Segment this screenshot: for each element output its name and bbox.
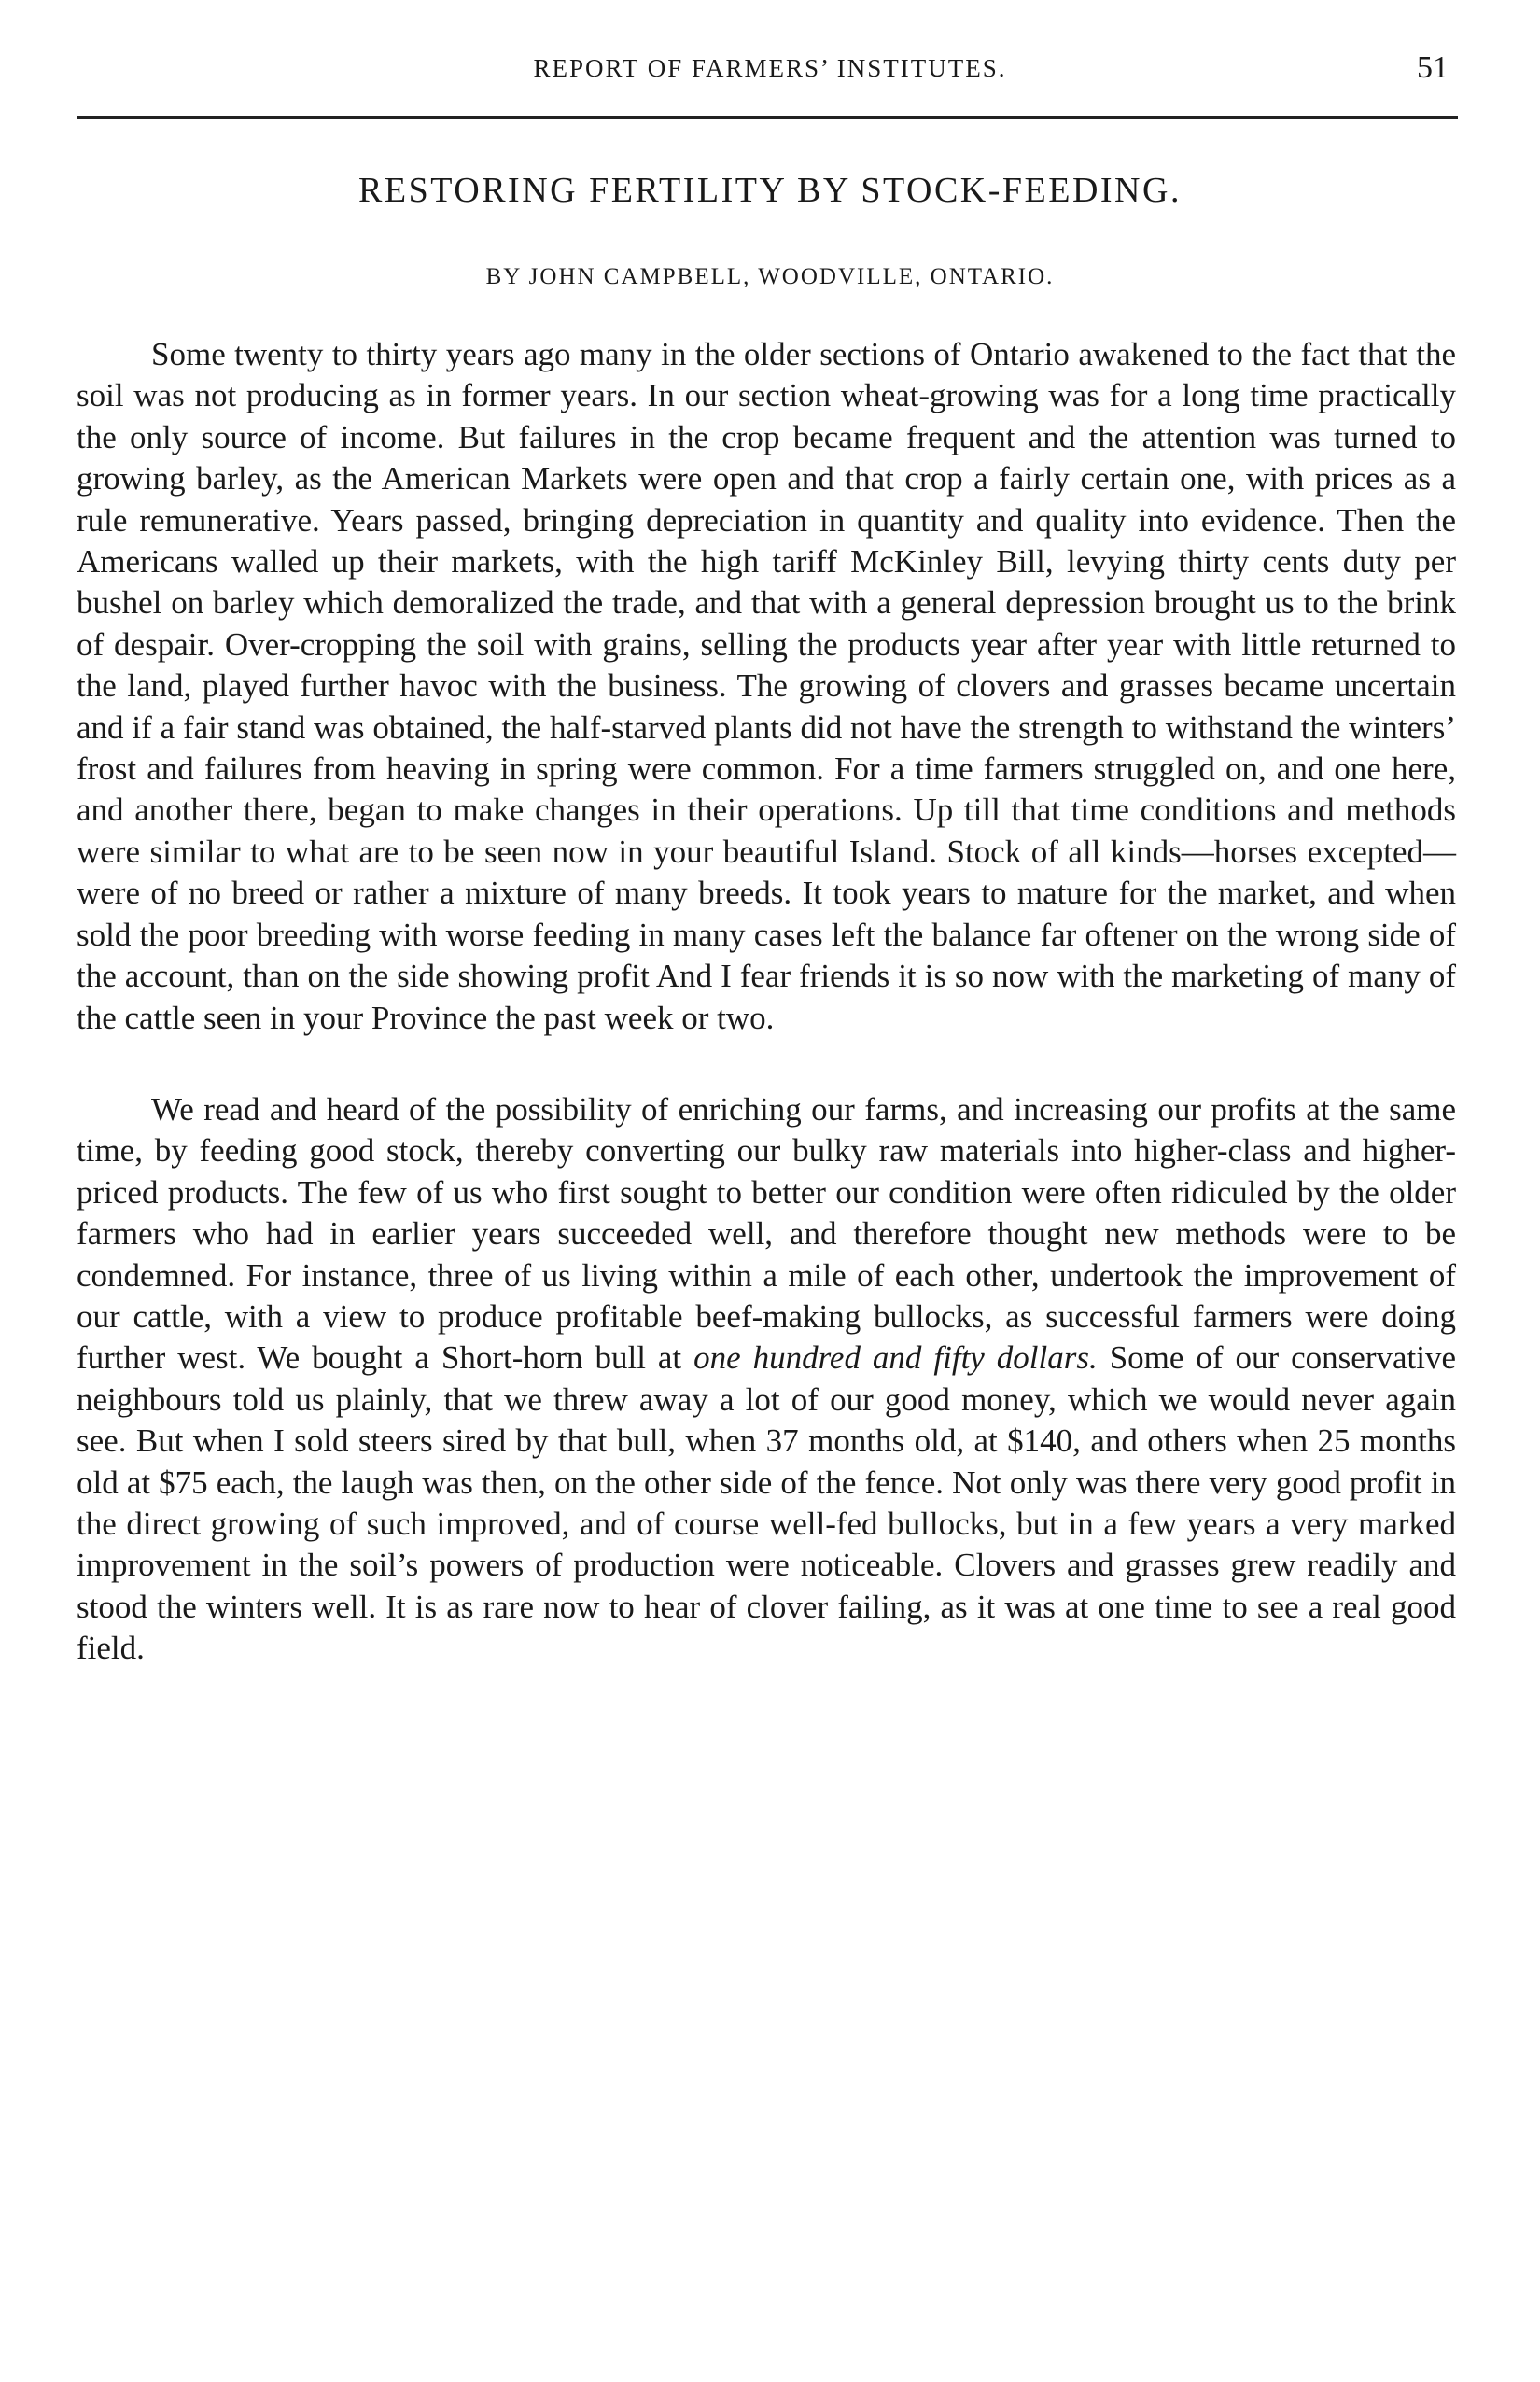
paragraph-1-text: Some twenty to thirty years ago many in the older sections of Ontario awakened to the fact that the soil was not producing as in former years. In our section wheat-growing was for a long time practically the only source of income. But failures in the crop became frequent and the attention was turned to growing barley, as the American Markets were open and that crop a fairly certain one, with prices as a rule remunerative. Years passed, bringing depreciation in quantity and quality into evidence. Then the Americans walled up their markets, with the high tariff McKinley Bill, levying thirty cents duty per bushel on barley which demoralized the trade, and that with a general depression brought us to the brink of despair. Over-cropping the soil with grains, selling the products year after year with little returned to the land, played further havoc with the business. The growing of clovers and grasses became uncertain and if a fair stand was obtained, the half-starved plants did not have the strength to withstand the winters’ frost and failures from heaving in spring were common. For a time farmers struggled on, and one here, and another there, began to make changes in their operations. Up till that time conditions and methods were similar to what are to be seen now in your beautiful Island. Stock of all kinds—horses excepted—were of no breed or rather a mixture of many breeds. It took years to mature for the market, and when sold the poor breeding with worse feeding in many cases left the balance far oftener on the wrong side of the account, than on the side showing profit And I fear friends it is so now with the marketing of many of the cattle seen in your Province the past week or two. xyxy=(77,336,1456,1036)
paragraph-2-text-before-italic: We read and heard of the possibility of enriching our farms, and increasing our profits at the same time, by feeding good stock, thereby converting our bulky raw materials into higher-class and higher-priced products. The few of us who first sought to better our condition were often ridiculed by the older farmers who had in earlier years succeeded well, and therefore thought new methods were to be condemned. For instance, three of us living within a mile of each other, undertook the improvement of our cattle, with a view to produce profitable beef-making bullocks, as successful farmers were doing further west. We bought a Short-horn bull at xyxy=(77,1090,1456,1377)
page-number: 51 xyxy=(1417,50,1449,85)
article-title: RESTORING FERTILITY BY STOCK-FEEDING. xyxy=(358,171,1182,210)
paragraph-2 xyxy=(77,1089,1456,1670)
article-body xyxy=(77,334,1456,1670)
running-title: REPORT OF FARMERS’ INSTITUTES. xyxy=(533,54,1007,82)
paragraph-2-italic-price: one hundred and fifty dollars. xyxy=(693,1339,1098,1377)
paragraph-1 xyxy=(77,334,1456,1039)
article-byline: BY JOHN CAMPBELL, WOODVILLE, ONTARIO. xyxy=(485,264,1055,289)
paragraph-2-text-after-italic: Some of our conservative neighbours told us plainly, that we threw away a lot of our good money, which we would never again see. But when I sold steers sired by that bull, when 37 months old, at $140, and others when 25 months old at $75 each, the laugh was then, on the other side of the fence. Not only was there very good profit in the direct growing of such improved, and of course well-fed bullocks, but in a few years a very marked improvement in the soil’s powers of production were noticeable. Clovers and grasses grew readily and stood the winters well. It is as rare now to hear of clover failing, as it was at one time to see a real good field. xyxy=(77,1339,1456,1667)
header-rule xyxy=(77,116,1458,119)
running-header xyxy=(75,50,1465,101)
